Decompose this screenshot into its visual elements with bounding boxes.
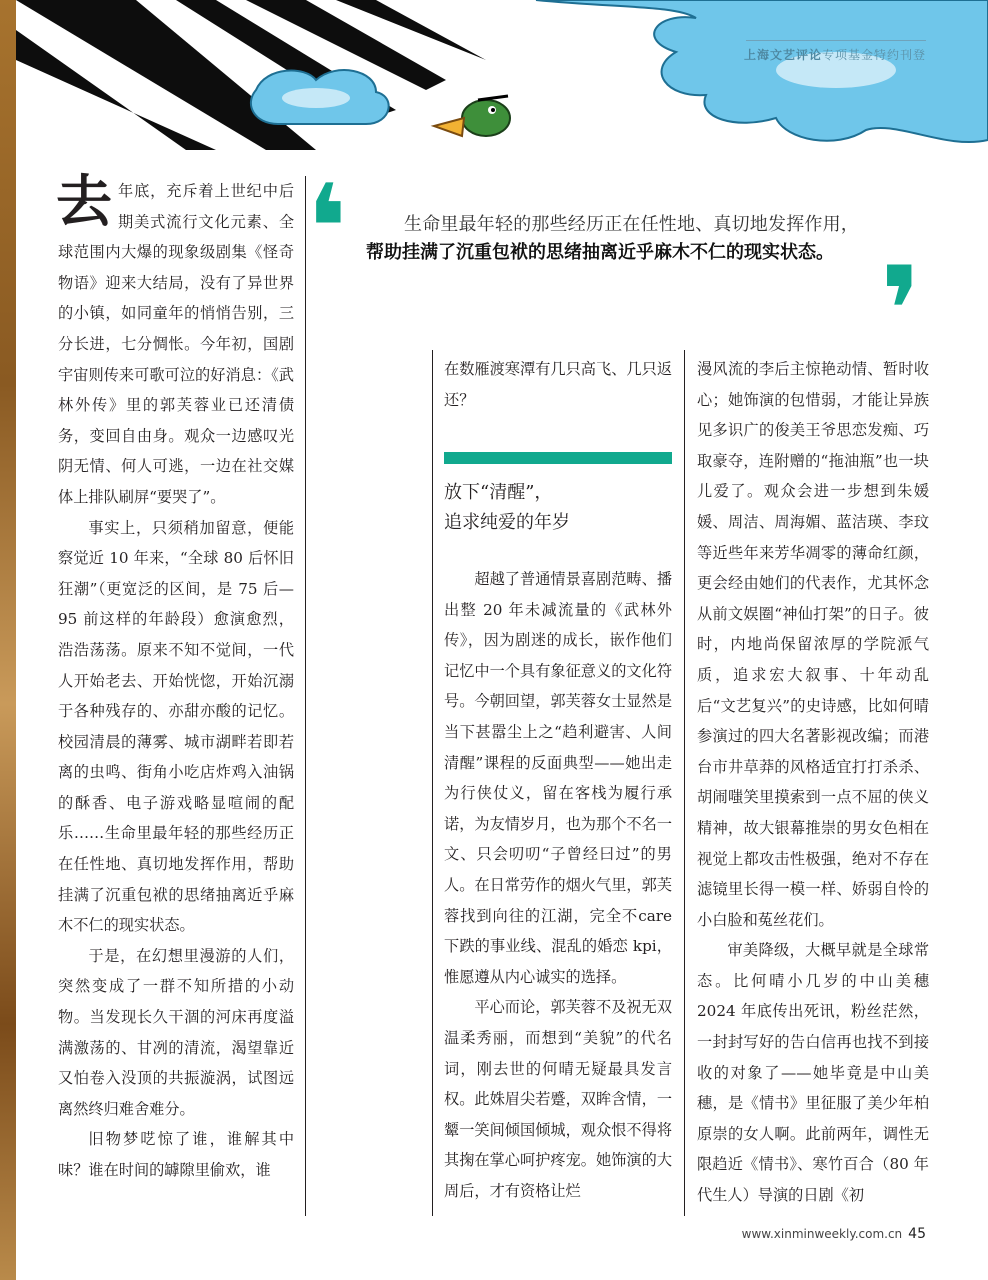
paragraph: 审美降级，大概早就是全球常态。比何晴小几岁的中山美穗 2024 年底传出死讯，粉丝茫然，一封封写好的告白信再也找不到接收的对象了——她毕竟是中山美穗，是《情书》里征服了美少年柏原崇的女人啊。此前两年，调性无限趋近《情书》、寒竹百合（80 年代生人）导演的日剧《初 xyxy=(697,941,929,1205)
paragraph: 超越了普通情景喜剧范畴、播出整 20 年未减流量的《武林外传》，因为剧迷的成长，嵌作他们记忆中一个具有象征意义的文化符号。今朝回望，郭芙蓉女士显然是当下甚嚣尘上之“趋利避害、人间清醒”课程的反面典型——她出走为行侠仗义，留在客栈为履行承诺，为友情岁月，也为那个不名一文、只会叨叨“子曾经曰过”的男人。在日常劳作的烟火气里，郭芙蓉找到向往的江湖，完全不care下跌的事业线、混乱的婚恋 kpi，惟愿遵从内心诚实的选择。 xyxy=(444,570,672,986)
section-heading xyxy=(444,478,570,538)
column-divider xyxy=(305,176,306,1216)
pull-quote-line-1: 生命里最年轻的那些经历正在任性地、真切地发挥作用， xyxy=(404,214,859,235)
cartoon-sky-illustration xyxy=(16,0,988,150)
cartoon-banner xyxy=(16,0,988,150)
website-url: www.xinminweekly.com.cn xyxy=(741,1227,903,1241)
paragraph: 于是，在幻想里漫游的人们，突然变成了一群不知所措的小动物。当发现长久干涸的河床再度溢满激荡的、甘冽的清流，渴望靠近又怕卷入没顶的共振漩涡，试图远离然终归难舍难分。 xyxy=(58,946,294,1118)
left-edge-photo-strip xyxy=(0,0,16,1280)
article-column-2-body xyxy=(444,564,672,1206)
column-divider xyxy=(684,350,685,1216)
paragraph: 平心而论，郭芙蓉不及祝无双温柔秀丽，而想到“美貌”的代名词，刚去世的何晴无疑最具发言权。此姝眉尖若蹙，双眸含情，一颦一笑间倾国倾城，观众恨不得将其掬在掌心呵护疼宠。她饰演的大周后，才有资格让烂 xyxy=(444,998,672,1200)
column-divider xyxy=(432,350,433,1216)
section-heading-line-1: 放下“清醒”， xyxy=(444,482,553,503)
section-accent-bar xyxy=(444,452,672,464)
bird-icon xyxy=(434,96,510,136)
close-quote-icon: ❜ xyxy=(880,242,922,381)
open-quote-icon: ❛ xyxy=(306,160,348,299)
page-number: 45 xyxy=(908,1226,926,1242)
paragraph: 旧物梦呓惊了谁，谁解其中味？谁在时间的罅隙里偷欢，谁 xyxy=(58,1130,294,1179)
paragraph: 事实上，只须稍加留意，便能察觉近 10 年来，“全球 80 后怀旧狂潮”（更宽泛的区间，是 75 后—95 前这样的年龄段）愈演愈烈，浩浩荡荡。原来不知不觉间，一代人开始老去、开始恍惚，开始沉溺于各种残存的、亦甜亦酸的记忆。校园清晨的薄雾、城市湖畔若即若离的虫鸣、街角小吃店炸鸡入油锅的酥香、电子游戏略显喧闹的配乐……生命里最年轻的那些经历正在任性地、真切地发挥作用，帮助挂满了沉重包袱的思绪抽离近乎麻木不仁的现实状态。 xyxy=(58,518,294,935)
pull-quote-line-2: 帮助挂满了沉重包袱的思绪抽离近乎麻木不仁的现实状态。 xyxy=(366,242,834,263)
article-column-3 xyxy=(697,354,929,1211)
page-footer xyxy=(742,1226,926,1242)
paragraph: 在数雁渡寒潭有几只高飞、几只返还？ xyxy=(444,360,672,409)
section-heading-line-2: 追求纯爱的年岁 xyxy=(444,512,570,533)
column-sponsor-title: 上海文艺评论专项基金特约刊登 xyxy=(743,48,926,62)
article-column-2 xyxy=(444,354,672,415)
article-column-1 xyxy=(56,169,294,1186)
paragraph: 年底，充斥着上世纪中后期美式流行文化元素、全球范围内大爆的现象级剧集《怪奇物语》迎来大结局，没有了异世界的小镇，如同童年的悄悄告别，三分长进，七分惆怅。今年初，国剧宇宙则传来可歌可泣的好消息：《武林外传》里的郭芙蓉业已还清债务，变回自由身。观众一边感叹光阴无情、何人可逃，一边在社交媒体上排队刷屏“要哭了”。 xyxy=(58,182,294,506)
paragraph: 漫风流的李后主惊艳动情、暂时收心；她饰演的包惜弱，才能让异族见多识广的俊美王爷思恋发痴、巧取豪夺，连附赠的“拖油瓶”也一块儿爱了。观众会进一步想到朱媛媛、周洁、周海媚、蓝洁瑛、李玟等近些年来芳华凋零的薄命红颜，更会经由她们的代表作，尤其怀念从前文娱圈“神仙打架”的日子。彼时，内地尚保留浓厚的学院派气质，追求宏大叙事、十年动乱后“文艺复兴”的史诗感，比如何晴参演过的四大名著影视改编；而港台市井草莽的风格适宜打打杀杀、胡闹嗤笑里摸索到一点不屈的侠义精神，故大银幕推崇的男女色相在视觉上都攻击性极强，绝对不存在滤镜里长得一模一样、娇弱自怜的小白脸和菟丝花们。 xyxy=(697,360,929,929)
drop-cap: 去 xyxy=(56,169,112,235)
banner-rule xyxy=(746,40,926,41)
